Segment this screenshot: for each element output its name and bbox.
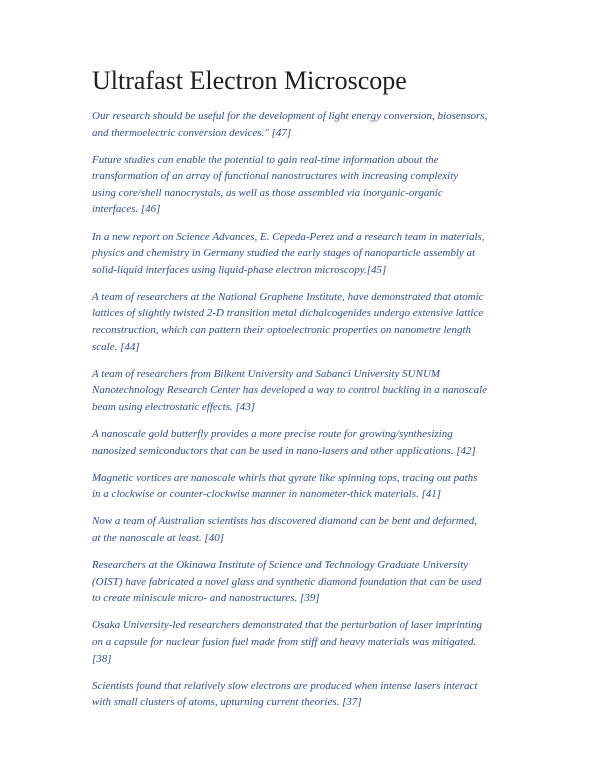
- entry-line: Our research should be useful for the development of light energy conversion, biosensors,: [92, 110, 488, 122]
- entry-line: using core/shell nanocrystals, as well as those assembled via inorganic-organic: [92, 186, 443, 199]
- entry-line: A team of researchers at the National Graphene Institute, have demonstrated that atomic: [92, 290, 484, 303]
- list-item: [92, 229, 512, 279]
- list-item: [92, 108, 512, 141]
- entry-line: with small clusters of atoms, upturning current theories. [37]: [92, 696, 362, 709]
- entry-line: Researchers at the Okinawa Institute of Science and Technology Graduate University: [92, 559, 469, 572]
- entry-line: (OIST) have fabricated a novel glass and synthetic diamond foundation that can be used: [92, 575, 482, 588]
- entry-line: at the nanoscale at least. [40]: [92, 531, 224, 544]
- list-item: [92, 152, 512, 218]
- list-item: [92, 426, 512, 459]
- page-title: Ultrafast Electron Microscope: [92, 66, 407, 95]
- entry-line: Now a team of Australian scientists has discovered diamond can be bent and deformed,: [92, 515, 477, 528]
- entry-line: interfaces. [46]: [92, 203, 161, 216]
- list-item: [92, 289, 512, 355]
- entry-line: physics and chemistry in Germany studied the early stages of nanoparticle assembly at: [92, 247, 476, 260]
- entry-line: Scientists found that relatively slow electrons are produced when intense lasers interact: [92, 679, 478, 692]
- entry-line: Osaka University-led researchers demonstrated that the perturbation of laser imprinting: [92, 619, 482, 632]
- entry-line: transformation of an array of functional nanostructures with increasing complexity: [92, 170, 459, 183]
- list-item: [92, 678, 512, 711]
- entry-line: A team of researchers from Bilkent University and Sabanci University SUNUM: [92, 367, 441, 380]
- entry-line: Magnetic vortices are nanoscale whirls that gyrate like spinning tops, tracing out paths: [92, 471, 478, 484]
- entry-line: on a capsule for nuclear fusion fuel made from stiff and heavy materials was mitigated.: [92, 635, 477, 648]
- entry-line: scale. [44]: [92, 340, 140, 353]
- entry-list: [92, 108, 512, 721]
- list-item: [92, 470, 512, 503]
- list-item: [92, 557, 512, 607]
- entry-line: [38]: [92, 652, 112, 665]
- entry-line: Future studies can enable the potential to gain real-time information about the: [92, 153, 439, 166]
- entry-line: solid-liquid interfaces using liquid-phase electron microscopy.[45]: [92, 263, 387, 276]
- entry-line: Nanotechnology Research Center has developed a way to control buckling in a nanoscale: [92, 384, 488, 397]
- entry-line: In a new report on Science Advances, E. Cepeda-Perez and a research team in materials,: [92, 230, 485, 243]
- entry-line: and thermoelectric conversion devices." [47]: [92, 126, 292, 139]
- list-item: [92, 366, 512, 416]
- entry-line: A nanoscale gold butterfly provides a more precise route for growing/synthesizing: [92, 428, 453, 440]
- entry-line: lattices of slightly twisted 2-D transition metal dichalcogenides undergo extensive lattice: [92, 307, 484, 320]
- list-item: [92, 617, 512, 667]
- list-item: [92, 513, 512, 546]
- entry-line: to create miniscule micro- and nanostructures. [39]: [92, 592, 320, 605]
- entry-line: nanosized semiconductors that can be used in nano-lasers and other applications. [42]: [92, 444, 476, 457]
- entry-line: in a clockwise or counter-clockwise manner in nanometer-thick materials. [41]: [92, 488, 442, 501]
- entry-line: beam using electrostatic effects. [43]: [92, 400, 256, 413]
- entry-line: reconstruction, which can pattern their optoelectronic properties on nanometre length: [92, 324, 472, 337]
